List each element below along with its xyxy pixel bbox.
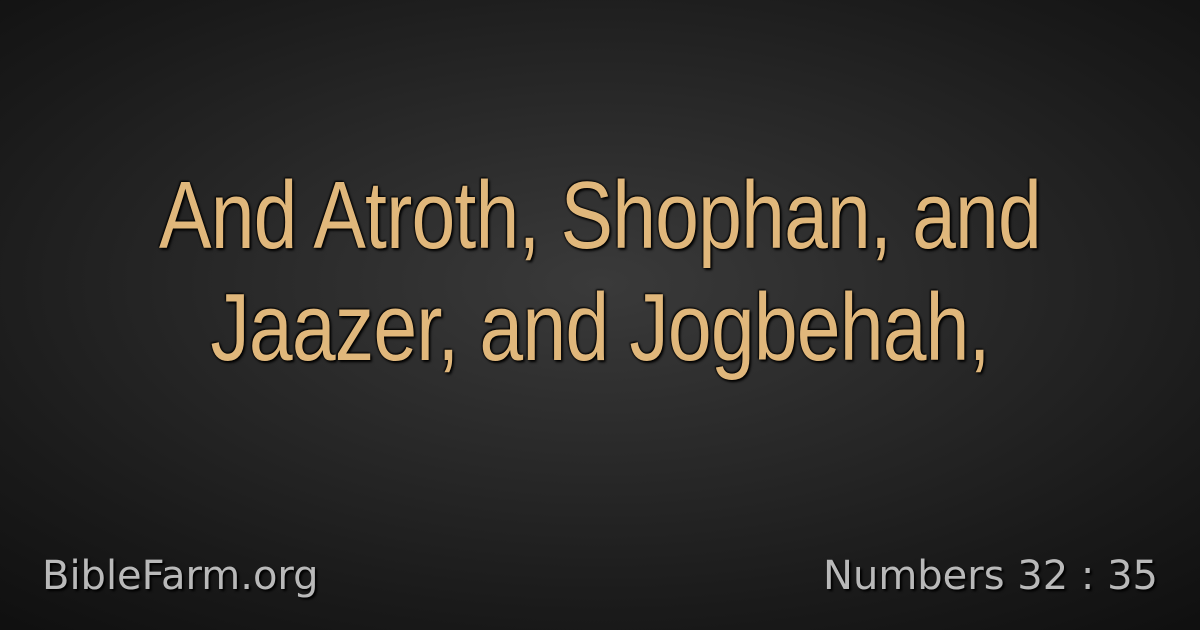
verse-line-2: Jaazer, and Jogbehah,	[210, 274, 990, 381]
verse-reference: Numbers 32 : 35	[823, 553, 1158, 599]
verse-text	[108, 160, 1092, 384]
verse-line-1: And Atroth, Shophan, and	[159, 162, 1041, 269]
site-name: BibleFarm.org	[42, 553, 319, 599]
